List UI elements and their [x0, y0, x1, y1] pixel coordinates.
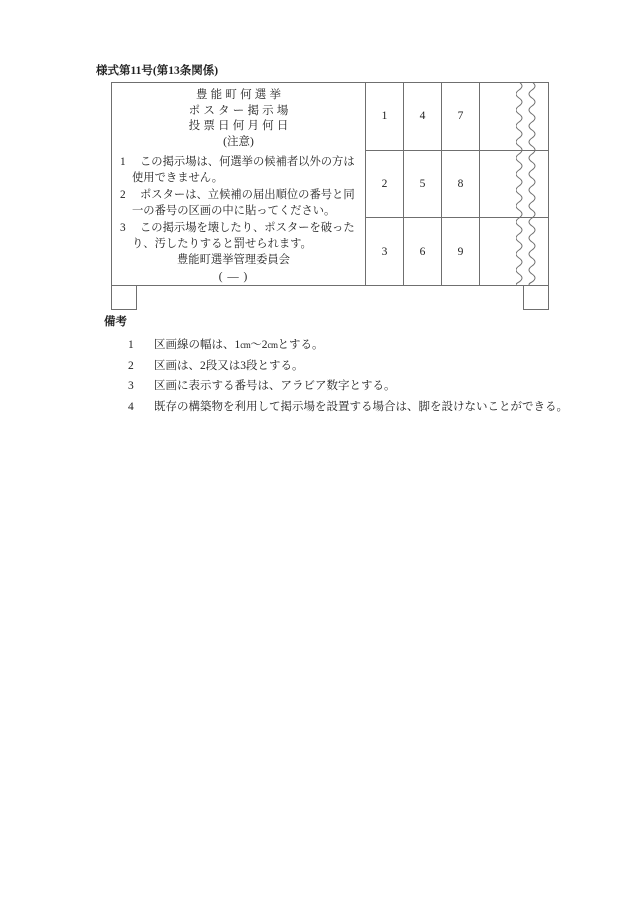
notice-text-line-2-wrap — [120, 203, 359, 219]
board-leg-right — [523, 286, 549, 310]
board-title-line-3: 投票日何月何日 — [188, 120, 292, 132]
poster-slot: 5 — [404, 151, 441, 219]
notice-number: 2 — [120, 188, 126, 201]
remark-unit-1: cm — [240, 340, 251, 350]
remark-item — [104, 397, 614, 418]
remark-number: 4 — [128, 400, 134, 413]
notice-text-line-1: この掲示場は、何選挙の候補者以外の方は — [140, 156, 355, 168]
remark-item — [104, 335, 614, 356]
poster-slot-grid — [366, 83, 548, 285]
poster-slot: 1 — [366, 83, 403, 151]
poster-slot-column — [404, 83, 442, 285]
poster-slot: 6 — [419, 245, 426, 258]
poster-slot: 8 — [442, 151, 479, 219]
board-notice-list — [112, 154, 365, 285]
notice-item — [120, 154, 359, 170]
committee-name: 豊能町選挙管理委員会 — [177, 254, 290, 267]
board-title-block — [112, 83, 365, 150]
remark-text-before: 区画線の幅は、1 — [154, 339, 241, 351]
remark-text: 区画は、2段又は3段とする。 — [154, 359, 304, 372]
notice-text-line-1: ポスターは、立候補の届出順位の番号と同 — [140, 188, 355, 201]
poster-slot-column — [366, 83, 404, 285]
remark-number: 1 — [128, 339, 134, 351]
poster-slot-empty — [480, 151, 548, 219]
poster-slot: 3 — [381, 245, 388, 258]
remarks-title: 備考 — [104, 316, 127, 328]
board-leg-left — [111, 286, 137, 310]
poster-slot-column — [442, 83, 480, 285]
poster-slot-column-continued — [480, 83, 548, 285]
remarks-section — [104, 313, 614, 417]
poster-board-diagram — [111, 82, 549, 286]
notice-text-line-2-wrap — [120, 170, 359, 186]
remark-text-after: とする。 — [277, 339, 324, 351]
poster-slot: 9 — [457, 245, 464, 258]
remark-number: 3 — [128, 380, 134, 392]
poster-slot: 4 — [404, 83, 441, 151]
poster-slot-empty — [480, 218, 548, 285]
board-notice-heading: (注意) — [223, 135, 254, 148]
remark-item — [104, 376, 614, 397]
notice-text-line-1: この掲示場を壊したり、ポスターを破った — [140, 221, 355, 234]
poster-slot: 7 — [442, 83, 479, 151]
remark-unit-2: cm — [267, 340, 278, 350]
remark-number: 2 — [128, 359, 134, 372]
remark-text: 区画に表示する番号は、アラビア数字とする。 — [154, 380, 396, 392]
remark-item — [104, 356, 614, 377]
notice-item — [120, 220, 359, 236]
notice-item — [120, 187, 359, 203]
form-number-heading: 様式第11号(第13条関係) — [96, 65, 219, 77]
notice-text-line-2-wrap — [120, 236, 359, 252]
remark-text: 既存の構築物を利用して掲示場を設置する場合は、脚を設けないことができる。 — [154, 400, 568, 413]
poster-slot-empty — [480, 83, 548, 151]
poster-slot: 2 — [366, 151, 403, 219]
notice-text-line-2: 一の番号の区画の中に貼ってください。 — [132, 205, 336, 218]
board-text-panel — [112, 83, 366, 285]
notice-text-line-2: 使用できません。 — [132, 172, 224, 185]
notice-number: 3 — [120, 221, 126, 234]
board-title-line-2: ポスター掲示場 — [188, 104, 292, 117]
committee-contact-placeholder: ( — ) — [218, 270, 249, 283]
remark-text-mid: 〜2 — [250, 339, 268, 351]
board-title-line-1: 豊能町何選挙 — [195, 89, 285, 101]
notice-text-line-2: り、汚したりすると罰せられます。 — [132, 238, 312, 251]
notice-number: 1 — [120, 156, 126, 168]
